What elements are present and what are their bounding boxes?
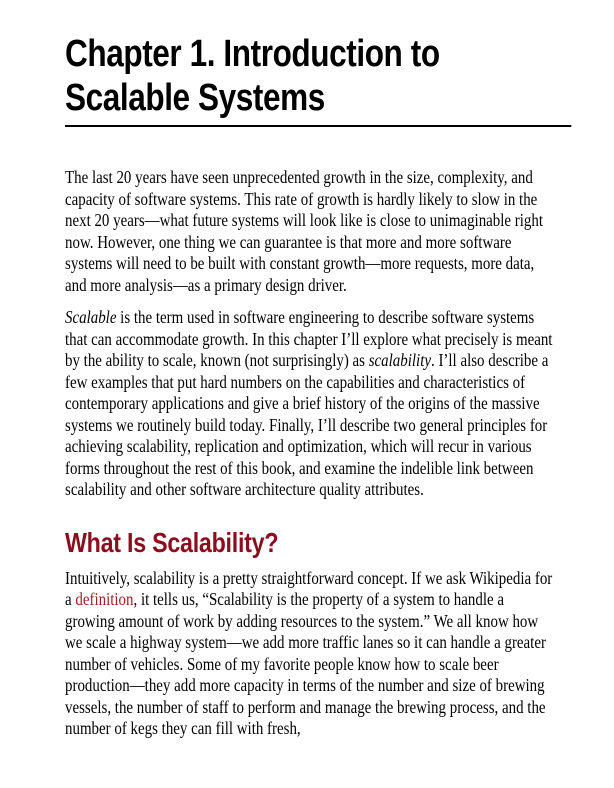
text-run: is the term used in software engineering to describe software systems that can accommodate growth. In this chapter I’ll explore what precisely is meant by the ability to scale, known (not surprisingly) as — [65, 307, 553, 370]
chapter-title-line-1: Chapter 1. Introduction to — [65, 33, 440, 75]
text-run: . I’ll also describe a few examples that put hard numbers on the capabilities and characteristics of contemporary applications and give a brief history of the origins of the massive systems we routinely build today. Finally, I’ll describe two general principles for achieving scalability, replication and optimization, which will recur in various forms throughout the rest of this book, and examine the indelible link between scalability and other software architecture quality attributes. — [65, 350, 549, 499]
paragraph-growth — [65, 167, 556, 296]
italic-text-run: Scalable — [65, 307, 117, 327]
chapter-title-line-2: Scalable Systems — [65, 77, 325, 119]
text-run: Intuitively, scalability is a pretty straightforward concept. If we ask Wikipedia for a — [65, 567, 553, 609]
text-run: , it tells us, “Scalability is the property of a system to handle a growing amount of work by adding resources to the system.” We all know how we scale a highway system—we add more traffic lanes so it can handle a greater number of vehicles. Some of my favorite people know how to scale beer production—they add more capacity in terms of the number and size of brewing vessels, the number of staff to perform and manage the brewing process, and the number of kegs they can fill with fresh, — [65, 589, 546, 738]
chapter-title — [65, 32, 556, 120]
definition-link[interactable]: definition — [75, 589, 134, 609]
text-run: The last 20 years have seen unprecedented growth in the size, complexity, and capacity of software systems. This rate of growth is hardly likely to slow in the next 20 years—what future systems will look like is close to unimaginable right now. However, one thing we can guarantee is that more and more software systems will need to be built with constant growth—more requests, more data, and more analysis—as a primary design driver. — [65, 167, 544, 295]
paragraph-scalability-intuition — [65, 568, 556, 740]
italic-text-run: scalability — [368, 350, 431, 370]
title-rule — [65, 125, 571, 127]
page-content — [65, 32, 556, 740]
paragraph-scalable-term — [65, 307, 556, 501]
section-heading-what-is-scalability: What Is Scalability? — [65, 526, 279, 558]
